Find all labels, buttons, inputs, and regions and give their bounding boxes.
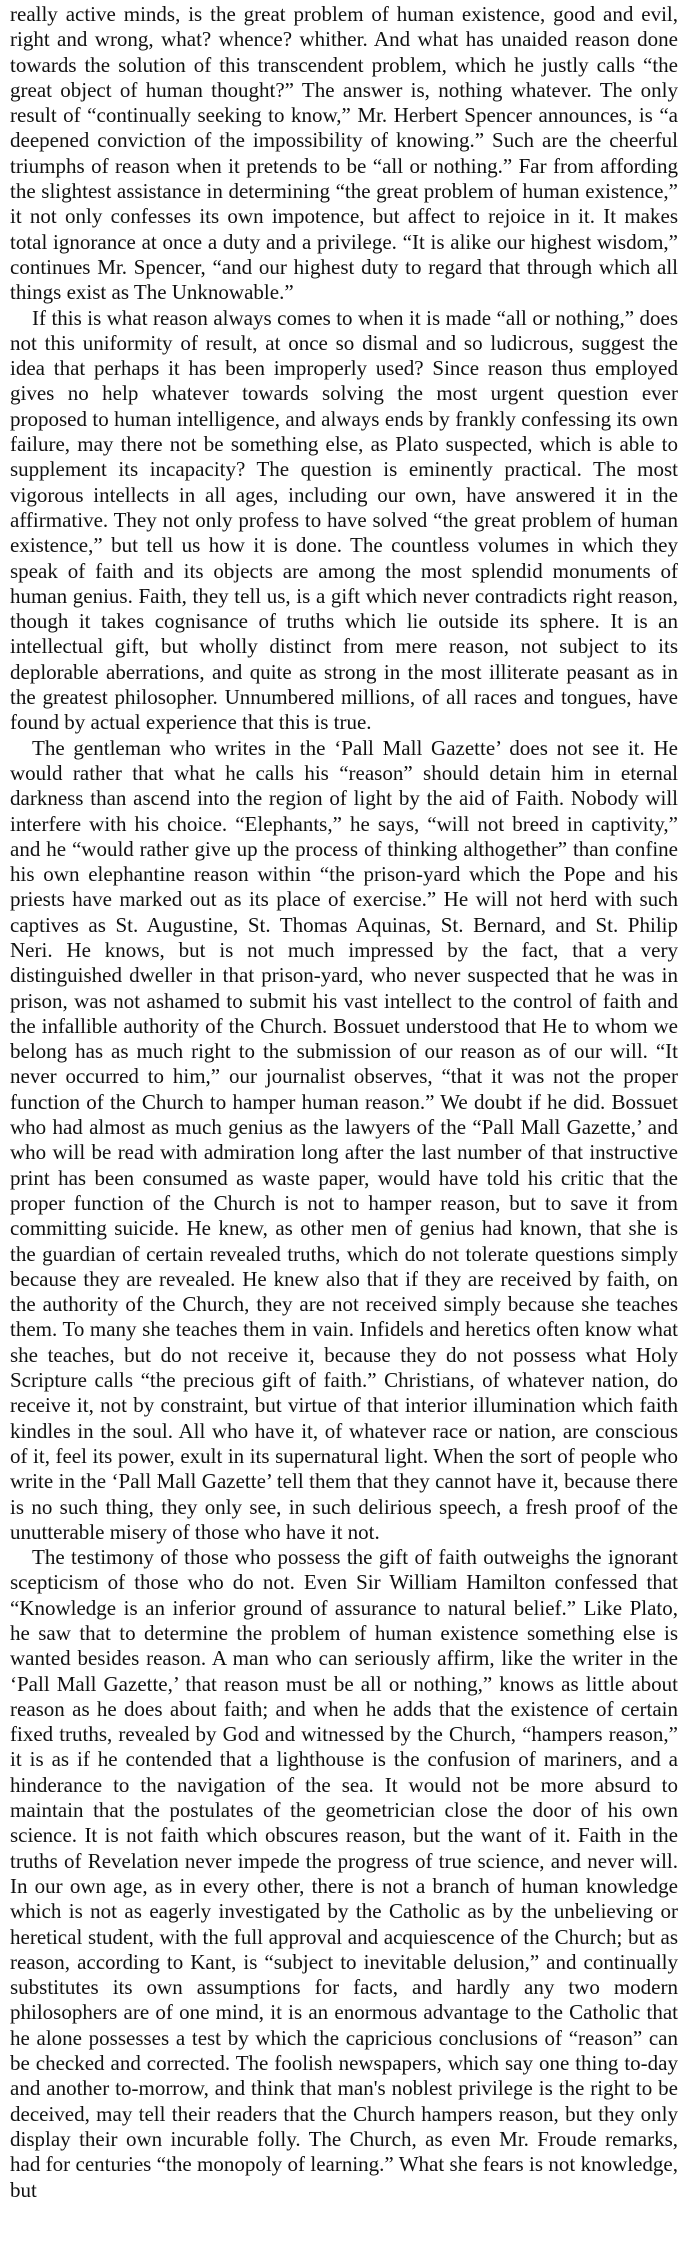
article-paragraph-1: really active minds, is the great problem of human existence, good and evil, right and wrong, what? whence? whither. And what has unaided reason done towards the solution of this transcendent problem, which he justly calls “the great object of human thought?” The answer is, nothing whatever. The only result of “continually seeking to know,” Mr. Herbert Spencer announces, is “a deepened conviction of the impossibility of knowing.” Such are the cheerful triumphs of reason when it pretends to be “all or nothing.” Far from affording the slightest assistance in determining “the great problem of human existence,” it not only confesses its own impotence, but affect to rejoice in it. It makes total ignorance at once a duty and a privilege. “It is alike our highest wisdom,” continues Mr. Spencer, “and our highest duty to regard that through which all things exist as The Unknowable.” xyxy=(10,2,678,305)
article-paragraph-2: If this is what reason always comes to when it is made “all or nothing,” does not this uniformity of result, at once so dismal and so ludicrous, suggest the idea that perhaps it has been improperly used? Since reason thus employed gives no help whatever towards solving the most urgent question ever proposed to human intelligence, and always ends by frankly confessing its own failure, may there not be something else, as Plato suspected, which is able to supplement its incapacity? The question is eminently practical. The most vigorous intellects in all ages, including our own, have answered it in the affirmative. They not only profess to have solved “the great problem of human existence,” but tell us how it is done. The countless volumes in which they speak of faith and its objects are among the most splendid monuments of human genius. Faith, they tell us, is a gift which never contradicts right reason, though it takes cognisance of truths which lie outside its sphere. It is an intellectual gift, but wholly distinct from mere reason, not subject to its deplorable aberrations, and quite as strong in the most illiterate peasant as in the greatest philosopher. Unnumbered millions, of all races and tongues, have found by actual experience that this is true. xyxy=(10,305,678,735)
article-paragraph-3: The gentleman who writes in the ‘Pall Mall Gazette’ does not see it. He would rather that what he calls his “reason” should detain him in eternal darkness than ascend into the region of light by the aid of Faith. Nobody will interfere with his choice. “Elephants,” he says, “will not breed in captivity,” and he “would rather give up the process of thinking althogether” than confine his own elephantine reason within “the prison-yard which the Pope and his priests have marked out as its place of exercise.” He will not herd with such captives as St. Augustine, St. Thomas Aquinas, St. Bernard, and St. Philip Neri. He knows, but is not much impressed by the fact, that a very distinguished dweller in that prison-yard, who never suspected that he was in prison, was not ashamed to submit his vast intellect to the control of faith and the infallible authority of the Church. Bossuet understood that He to whom we belong has as much right to the submission of our reason as of our will. “It never occurred to him,” our journalist observes, “that it was not the proper function of the Church to hamper human reason.” We doubt if he did. Bossuet who had almost as much genius as the lawyers of the “Pall Mall Gazette,’ and who will be read with admiration long after the last number of that instructive print has been consumed as waste paper, would have told his critic that the proper function of the Church is not to hamper reason, but to save it from committing suicide. He knew, as other men of genius had known, that she is the guardian of certain revealed truths, which do not tolerate questions simply because they are revealed. He knew also that if they are received by faith, on the authority of the Church, they are not received simply because she teaches them. To many she teaches them in vain. Infidels and heretics often know what she teaches, but do not receive it, because they do not possess what Holy Scripture calls “the precious gift of faith.” Christians, of whatever nation, do receive it, not by constraint, but virtue of that interior illumination which faith kindles in the soul. All who have it, of whatever race or nation, are conscious of it, feel its power, exult in its supernatural light. When the sort of people who write in the ‘Pall Mall Gazette’ tell them that they cannot have it, because there is no such thing, they only see, in such delirious speech, a fresh proof of the unutterable misery of those who have it not. xyxy=(10,735,678,1544)
article-paragraph-4: The testimony of those who possess the gift of faith outweighs the ignorant scepticism of those who do not. Even Sir William Hamilton confessed that “Knowledge is an inferior ground of assurance to natural belief.” Like Plato, he saw that to determine the problem of human existence something else is wanted besides reason. A man who can seriously affirm, like the writer in the ‘Pall Mall Gazette,’ that reason must be all or nothing,” knows as little about reason as he does about faith; and when he adds that the existence of certain fixed truths, revealed by God and witnessed by the Church, “hampers reason,” it is as if he contended that a lighthouse is the confusion of mariners, and a hinderance to the navigation of the sea. It would not be more absurd to maintain that the postulates of the geometrician close the door of his own science. It is not faith which obscures reason, but the want of it. Faith in the truths of Revelation never impede the progress of true science, and never will. In our own age, as in every other, there is not a branch of human knowledge which is not as eagerly investigated by the Catholic as by the unbelieving or heretical student, with the full approval and acquiescence of the Church; but as reason, according to Kant, is “subject to inevitable delusion,” and continually substitutes its own assumptions for facts, and hardly any two modern philosophers are of one mind, it is an enormous advantage to the Catholic that he alone possesses a test by which the capricious conclusions of “reason” can be checked and corrected. The foolish newspapers, which say one thing to-day and another to-morrow, and think that man's noblest privilege is the right to be deceived, may tell their readers that the Church hampers reason, but they only display their own incurable folly. The Church, as even Mr. Froude remarks, had for centuries “the monopoly of learning.” What she fears is not knowledge, but xyxy=(10,1545,678,2202)
